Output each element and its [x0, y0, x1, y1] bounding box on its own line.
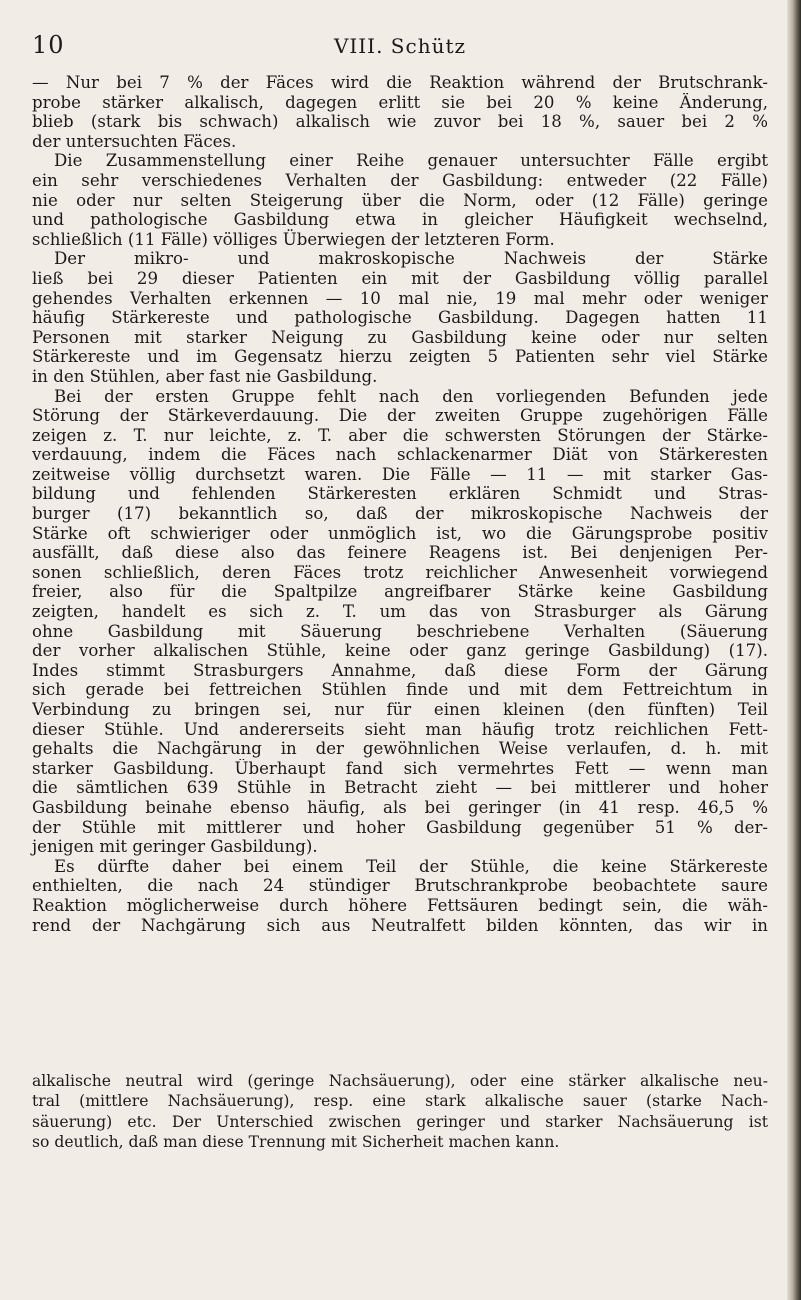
text-line: Stärkereste und im Gegensatz hierzu zeigten 5 Patienten sehr viel Stärke	[32, 347, 768, 367]
text-line: starker Gasbildung. Überhaupt fand sich vermehrtes Fett — wenn man	[32, 758, 768, 778]
text-line: gehalts die Nachgärung in der gewöhnlichen Weise verlaufen, d. h. mit	[32, 739, 768, 759]
footnote-line: tral (mittlere Nachsäuerung), resp. eine stark alkalische sauer (starke Nach-	[32, 1092, 768, 1111]
text-line: Stärke oft schwieriger oder unmöglich ist, wo die Gärungsprobe positiv	[32, 523, 768, 543]
text-line: probe stärker alkalisch, dagegen erlitt sie bei 20 % keine Änderung,	[32, 92, 768, 112]
footnote-block	[32, 1071, 768, 1153]
text-line: nie oder nur selten Steigerung über die Norm, oder (12 Fälle) geringe	[32, 190, 768, 210]
text-line: burger (17) bekanntlich so, daß der mikroskopische Nachweis der	[32, 504, 768, 524]
page-edge-shadow	[787, 0, 801, 1300]
paragraph-start-line: Es dürfte daher bei einem Teil der Stühle, die keine Stärkereste	[54, 856, 768, 876]
paragraph-start-line: Bei der ersten Gruppe fehlt nach den vorliegenden Befunden jede	[54, 386, 768, 406]
page-header	[32, 30, 768, 64]
text-line: und pathologische Gasbildung etwa in gleicher Häufigkeit wechselnd,	[32, 210, 768, 230]
text-line: — Nur bei 7 % der Fäces wird die Reaktion während der Brutschrank-	[32, 73, 768, 92]
text-line: ein sehr verschiedenes Verhalten der Gasbildung: entweder (22 Fälle)	[32, 170, 768, 190]
text-line: bildung und fehlenden Stärkeresten erklären Schmidt und Stras-	[32, 484, 768, 504]
text-line: Personen mit starker Neigung zu Gasbildung keine oder nur selten	[32, 327, 768, 347]
paragraph-start-line: Der mikro- und makroskopische Nachweis der Stärke	[54, 249, 768, 269]
paragraph-start-line: Die Zusammenstellung einer Reihe genauer untersuchter Fälle ergibt	[54, 151, 768, 171]
text-line: zeigten, handelt es sich z. T. um das von Strasburger als Gärung	[32, 602, 768, 622]
text-line: in den Stühlen, aber fast nie Gasbildung.	[32, 366, 378, 386]
text-line: zeigen z. T. nur leichte, z. T. aber die schwersten Störungen der Stärke-	[32, 425, 768, 445]
text-line: sonen schließlich, deren Fäces trotz reichlicher Anwesenheit vorwiegend	[32, 562, 768, 582]
footnote-line: säuerung) etc. Der Unterschied zwischen geringer und starker Nachsäuerung ist	[32, 1112, 768, 1131]
text-line: dieser Stühle. Und andererseits sieht man häufig trotz reichlichen Fett-	[32, 719, 768, 739]
text-line: gehendes Verhalten erkennen — 10 mal nie, 19 mal mehr oder weniger	[32, 288, 768, 308]
running-head: VIII. Schütz	[333, 34, 467, 58]
text-line: Reaktion möglicherweise durch höhere Fettsäuren bedingt sein, die wäh-	[32, 895, 768, 915]
text-line: verdauung, indem die Fäces nach schlackenarmer Diät von Stärkeresten	[32, 445, 768, 465]
text-line: Indes stimmt Strasburgers Annahme, daß diese Form der Gärung	[32, 660, 768, 680]
footnote-line: so deutlich, daß man diese Trennung mit Sicherheit machen kann.	[32, 1133, 560, 1152]
text-line: enthielten, die nach 24 stündiger Brutschrankprobe beobachtete saure	[32, 876, 768, 896]
text-line: der vorher alkalischen Stühle, keine oder ganz geringe Gasbildung) (17).	[32, 641, 768, 661]
text-line: Verbindung zu bringen sei, nur für einen kleinen (den fünften) Teil	[32, 700, 768, 719]
page-number: 10	[32, 31, 65, 59]
text-line: Störung der Stärkeverdauung. Die der zweiten Gruppe zugehörigen Fälle	[32, 406, 768, 426]
text-line: sich gerade bei fettreichen Stühlen finde und mit dem Fettreichtum in	[32, 680, 768, 700]
text-line: Gasbildung beinahe ebenso häufig, als bei geringer (in 41 resp. 46,5 %	[32, 797, 768, 817]
text-line: freier, also für die Spaltpilze angreifbarer Stärke keine Gasbildung	[32, 582, 768, 602]
text-line: zeitweise völlig durchsetzt waren. Die Fälle — 11 — mit starker Gas-	[32, 464, 768, 484]
text-line: der Stühle mit mittlerer und hoher Gasbildung gegenüber 51 % der-	[32, 817, 768, 837]
text-line: jenigen mit geringer Gasbildung).	[32, 837, 318, 857]
text-line: blieb (stark bis schwach) alkalisch wie zuvor bei 18 %, sauer bei 2 %	[32, 112, 768, 132]
text-line: die sämtlichen 639 Stühle in Betracht zieht — bei mittlerer und hoher	[32, 778, 768, 798]
text-line: schließlich (11 Fälle) völliges Überwiegen der letzteren Form.	[32, 229, 555, 249]
text-line: ließ bei 29 dieser Patienten ein mit der Gasbildung völlig parallel	[32, 268, 768, 288]
text-line: der untersuchten Fäces.	[32, 131, 237, 151]
text-line: rend der Nachgärung sich aus Neutralfett bilden könnten, das wir in	[32, 915, 768, 935]
text-line: ausfällt, daß diese also das feinere Reagens ist. Bei denjenigen Per-	[32, 543, 768, 563]
text-line: häufig Stärkereste und pathologische Gasbildung. Dagegen hatten 11	[32, 308, 768, 328]
body-text	[32, 73, 768, 935]
footnote-line: alkalische neutral wird (geringe Nachsäuerung), oder eine stärker alkalische neu-	[32, 1072, 768, 1090]
text-line: ohne Gasbildung mit Säuerung beschriebene Verhalten (Säuerung	[32, 621, 768, 641]
